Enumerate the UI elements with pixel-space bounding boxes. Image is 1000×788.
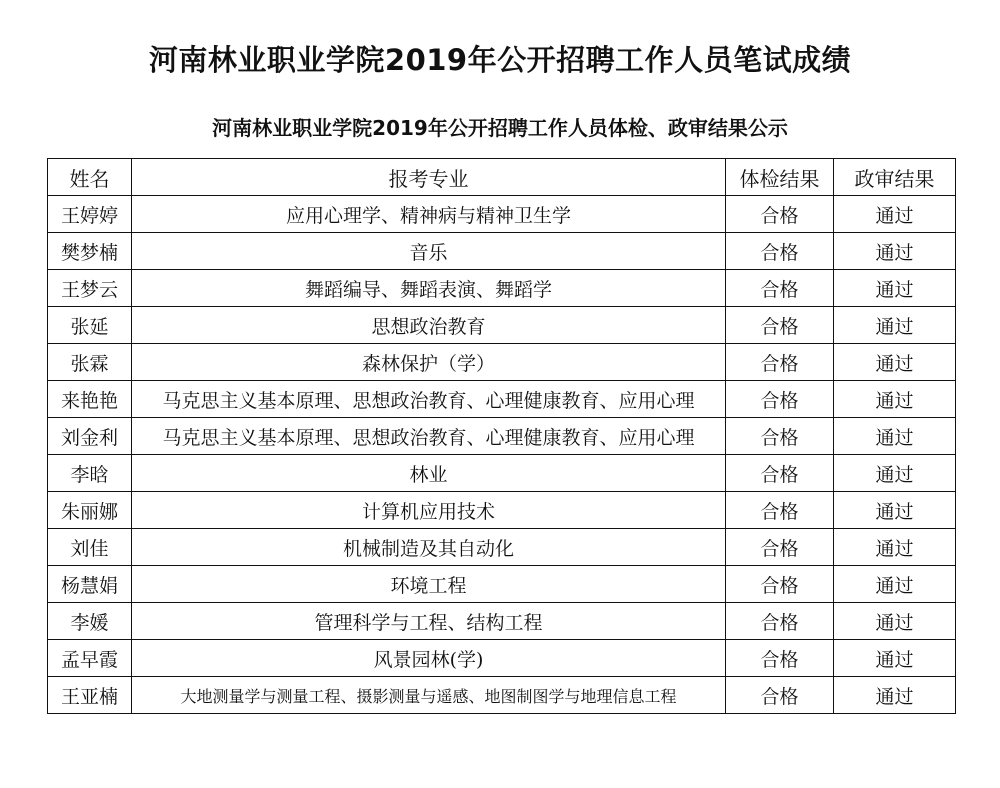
cell-major: 音乐 (132, 233, 726, 270)
cell-name: 李媛 (48, 603, 132, 640)
cell-physical-exam: 合格 (726, 196, 834, 233)
cell-physical-exam: 合格 (726, 492, 834, 529)
cell-major: 马克思主义基本原理、思想政治教育、心理健康教育、应用心理 (132, 418, 726, 455)
cell-major: 管理科学与工程、结构工程 (132, 603, 726, 640)
cell-major: 思想政治教育 (132, 307, 726, 344)
page-subtitle: 河南林业职业学院2019年公开招聘工作人员体检、政审结果公示 (212, 116, 788, 140)
cell-political-review: 通过 (834, 233, 956, 270)
table-row (48, 603, 956, 640)
cell-major: 环境工程 (132, 566, 726, 603)
cell-political-review: 通过 (834, 307, 956, 344)
cell-major: 马克思主义基本原理、思想政治教育、心理健康教育、应用心理 (132, 381, 726, 418)
table-row (48, 566, 956, 603)
cell-political-review: 通过 (834, 270, 956, 307)
table-row (48, 677, 956, 714)
table-row (48, 381, 956, 418)
cell-political-review: 通过 (834, 418, 956, 455)
cell-name: 樊梦楠 (48, 233, 132, 270)
cell-physical-exam: 合格 (726, 307, 834, 344)
cell-political-review: 通过 (834, 603, 956, 640)
cell-physical-exam: 合格 (726, 529, 834, 566)
table-header-row (48, 159, 956, 196)
cell-name: 来艳艳 (48, 381, 132, 418)
table-row (48, 529, 956, 566)
table-row (48, 307, 956, 344)
table-row (48, 344, 956, 381)
cell-political-review: 通过 (834, 381, 956, 418)
cell-name: 王梦云 (48, 270, 132, 307)
cell-physical-exam: 合格 (726, 418, 834, 455)
cell-physical-exam: 合格 (726, 603, 834, 640)
cell-political-review: 通过 (834, 492, 956, 529)
cell-major: 林业 (132, 455, 726, 492)
cell-major: 大地测量学与测量工程、摄影测量与遥感、地图制图学与地理信息工程 (132, 677, 726, 714)
cell-name: 孟早霞 (48, 640, 132, 677)
cell-physical-exam: 合格 (726, 677, 834, 714)
cell-name: 王婷婷 (48, 196, 132, 233)
results-table (47, 158, 956, 714)
header-physical-exam: 体检结果 (726, 159, 834, 196)
cell-name: 杨慧娟 (48, 566, 132, 603)
cell-political-review: 通过 (834, 566, 956, 603)
cell-name: 王亚楠 (48, 677, 132, 714)
cell-major: 舞蹈编导、舞蹈表演、舞蹈学 (132, 270, 726, 307)
cell-physical-exam: 合格 (726, 344, 834, 381)
cell-political-review: 通过 (834, 196, 956, 233)
header-major: 报考专业 (132, 159, 726, 196)
cell-political-review: 通过 (834, 529, 956, 566)
cell-political-review: 通过 (834, 455, 956, 492)
table-row (48, 233, 956, 270)
cell-name: 张霖 (48, 344, 132, 381)
cell-major: 计算机应用技术 (132, 492, 726, 529)
cell-name: 刘佳 (48, 529, 132, 566)
cell-physical-exam: 合格 (726, 381, 834, 418)
table-row (48, 455, 956, 492)
table-row (48, 640, 956, 677)
cell-major: 森林保护（学） (132, 344, 726, 381)
header-political-review: 政审结果 (834, 159, 956, 196)
cell-major: 机械制造及其自动化 (132, 529, 726, 566)
header-name: 姓名 (48, 159, 132, 196)
page-title: 河南林业职业学院2019年公开招聘工作人员笔试成绩 (148, 43, 852, 77)
table-row (48, 270, 956, 307)
cell-name: 朱丽娜 (48, 492, 132, 529)
cell-political-review: 通过 (834, 640, 956, 677)
cell-political-review: 通过 (834, 344, 956, 381)
table-row (48, 196, 956, 233)
cell-physical-exam: 合格 (726, 233, 834, 270)
cell-political-review: 通过 (834, 677, 956, 714)
cell-name: 刘金利 (48, 418, 132, 455)
cell-physical-exam: 合格 (726, 640, 834, 677)
cell-physical-exam: 合格 (726, 566, 834, 603)
cell-name: 张延 (48, 307, 132, 344)
cell-name: 李晗 (48, 455, 132, 492)
cell-major: 风景园林(学) (132, 640, 726, 677)
cell-major: 应用心理学、精神病与精神卫生学 (132, 196, 726, 233)
table-row (48, 492, 956, 529)
table-row (48, 418, 956, 455)
cell-physical-exam: 合格 (726, 455, 834, 492)
cell-physical-exam: 合格 (726, 270, 834, 307)
